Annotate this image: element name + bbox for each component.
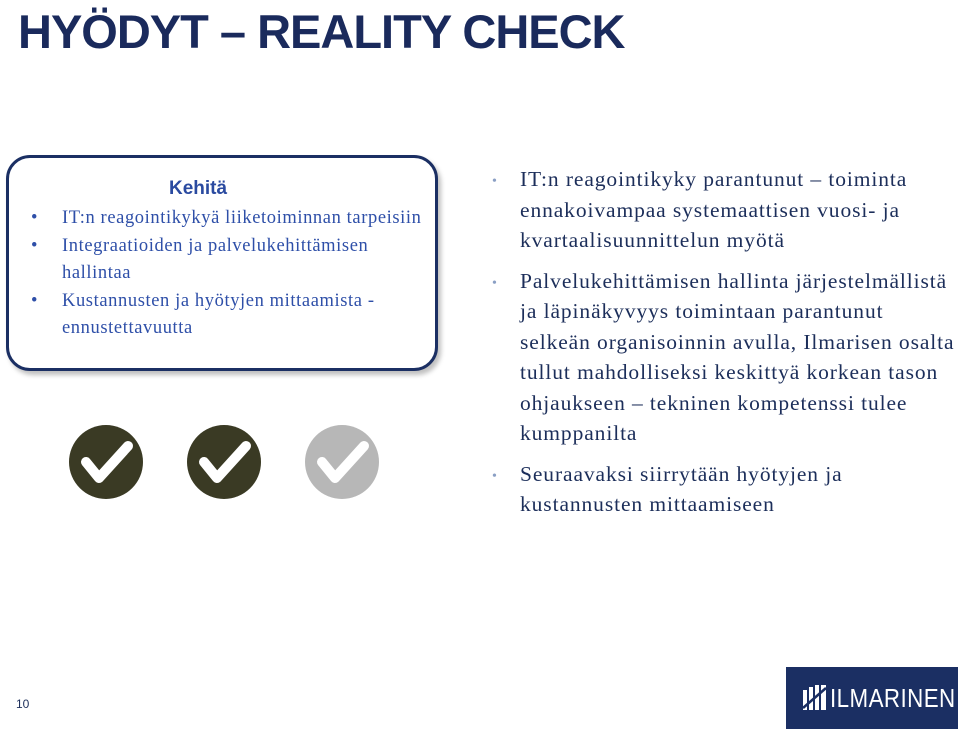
develop-list-item [31,288,431,343]
results-list-item [492,164,957,256]
checkmark-icon [68,424,144,500]
page-number: 10 [16,697,30,711]
checkmark-icon [186,424,262,500]
results-list-item [492,459,957,520]
check-circle [187,425,261,499]
bullet-icon: • [492,174,498,189]
develop-list-item [31,233,431,288]
develop-list-item [31,205,431,233]
bullet-icon: • [492,275,498,291]
logo-text: ILMARINEN [830,683,956,713]
develop-list [31,205,431,343]
ilmarinen-logo [786,667,958,729]
results-item-text: Seuraavaksi siirrytään hyötyjen ja kustannusten mittaamiseen [520,461,843,516]
bullet-icon: • [31,290,39,311]
results-list [492,164,957,530]
develop-item-text: Integraatioiden ja palvelukehittämisen hallintaa [62,235,369,283]
results-item-text: IT:n reagointikyky parantunut – toiminta ennakoivampaa systemaattisen vuosi- ja kvartaalisuunnittelun myötä [520,167,908,252]
results-item-text: Palvelukehittämisen hallinta järjestelmällistä ja läpinäkyvyys toimintaan parantunut selkeän organisoinnin avulla, Ilmarisen osalta tullut mahdolliseksi keskittyä korkean tason ohjaukseen – tekninen kompetenssi tulee kumppanilta [520,268,955,445]
checkmark-icon [304,424,380,500]
logo-mark-icon [802,684,828,712]
results-list-item [492,266,957,449]
bullet-icon: • [492,468,498,484]
slide-title: HYÖDYT – REALITY CHECK [18,5,625,58]
status-checks [68,424,388,500]
check-circle [305,425,379,499]
develop-box-heading: Kehitä [169,178,228,199]
develop-item-text: Kustannusten ja hyötyjen mittaamista - ennustettavuutta [62,290,375,338]
bullet-icon: • [31,208,39,228]
develop-item-text: IT:n reagointikykyä liiketoiminnan tarpeisiin [62,208,422,228]
bullet-icon: • [31,235,39,256]
develop-box [6,155,438,371]
check-circle [69,425,143,499]
